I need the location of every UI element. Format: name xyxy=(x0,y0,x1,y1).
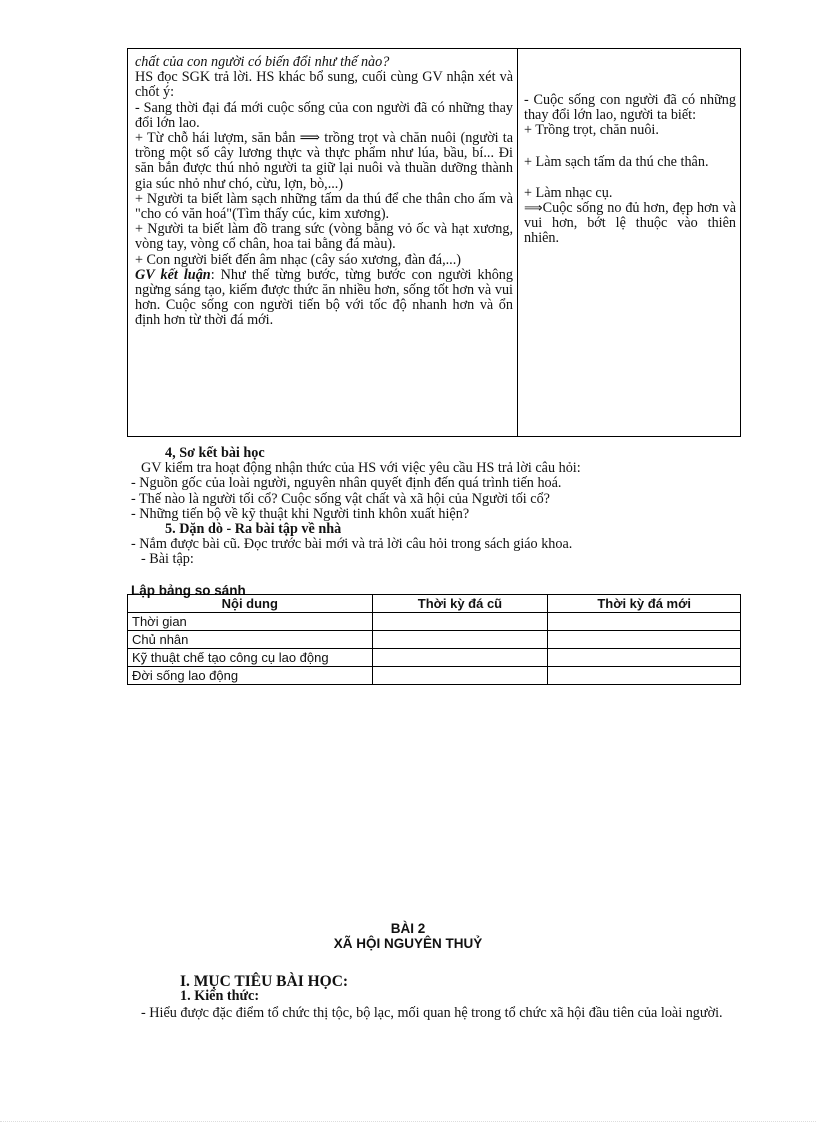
lesson-title: XÃ HỘI NGUYÊN THUỶ xyxy=(333,936,483,951)
objectives-section xyxy=(180,974,742,1004)
column-divider xyxy=(517,49,518,436)
row-label: Kỹ thuật chế tạo công cụ lao động xyxy=(128,649,373,667)
page-bottom-rule xyxy=(0,1121,816,1122)
question-continuation: chất của con người có biến đổi như thế nào? xyxy=(135,54,390,70)
header-paleolithic: Thời kỳ đá cũ xyxy=(372,595,548,613)
compare-table-title: Lập bảng so sánh xyxy=(131,583,246,598)
teacher-conclusion xyxy=(135,268,513,329)
header-neolithic: Thời kỳ đá mới xyxy=(548,595,741,613)
knowledge-text: - Hiểu được đặc điểm tổ chức thị tộc, bộ lạc, mối quan hệ trong tổ chức xã hội đầu tiên của loài người. xyxy=(141,1005,723,1021)
knowledge-column xyxy=(524,93,736,247)
arrow-icon: ⟹ xyxy=(524,201,543,217)
conclusion-text: : Như thế từng bước, từng bước con người không ngừng sáng tạo, kiếm được thức ăn nhiều hơn, sống tốt hơn và vui hơn. Cuộc sống con người tiến bộ với tốc độ nhanh hơn và ổn định hơn từ thời đá mới. xyxy=(135,266,513,329)
table-row xyxy=(128,613,741,631)
neolithic-change-text: - Sang thời đại đá mới cuộc sống của con người đã có những thay đổi lớn lao. xyxy=(135,99,513,131)
point-farming: + Trồng trọt, chăn nuôi. xyxy=(524,122,659,139)
homework-item-1: - Nắm được bài cũ. Đọc trước bài mới và trả lời câu hỏi trong sách giáo khoa. xyxy=(131,536,573,553)
section-heading-homework: 5. Dặn dò - Ra bài tập về nhà xyxy=(165,521,342,538)
life-result xyxy=(524,201,736,247)
table-row xyxy=(128,631,741,649)
summary-question-3: - Những tiến bộ về kỹ thuật khi Người tinh khôn xuất hiện? xyxy=(131,505,470,522)
header-content: Nội dung xyxy=(128,595,373,613)
conclusion-label: GV kết luận xyxy=(135,266,211,283)
row-label: Thời gian xyxy=(128,613,373,631)
table-row xyxy=(128,649,741,667)
comparison-table xyxy=(127,594,741,685)
jewelry-text: + Người ta biết làm đồ trang sức (vòng bằng vỏ ốc và hạt xương, vòng tay, vòng cổ chân, hoa tai bằng đá màu). xyxy=(135,221,513,253)
life-change-intro: - Cuộc sống con người đã có những thay đổi lớn lao, người ta biết: xyxy=(524,92,736,124)
student-activity-text: HS đọc SGK trả lời. HS khác bổ sung, cuối cùng GV nhận xét và chốt ý: xyxy=(135,69,513,101)
table-row xyxy=(128,667,741,685)
summary-question-2: - Thế nào là người tối cổ? Cuộc sống vật chất và xã hội của Người tối cổ? xyxy=(131,490,550,507)
summary-question-1: - Nguồn gốc của loài người, nguyên nhân quyết định đến quá trình tiến hoá. xyxy=(131,475,562,492)
row-label: Đời sống lao động xyxy=(128,667,373,685)
section-heading-summary: 4, Sơ kết bài học xyxy=(165,445,265,461)
lesson-2-header xyxy=(0,921,816,951)
life-result-text: Cuộc sống no đủ hơn, đẹp hơn và vui hơn, bớt lệ thuộc vào thiên nhiên. xyxy=(524,200,736,247)
teacher-activity-column xyxy=(135,55,513,329)
row-label: Chủ nhân xyxy=(128,631,373,649)
summary-intro: GV kiểm tra hoạt động nhận thức của HS với việc yêu cầu HS trả lời câu hỏi: xyxy=(141,460,581,477)
clothing-text: + Người ta biết làm sạch những tấm da thú để che thân cho ấm và "cho có văn hoá"(Tìm thấy cúc, kim xương). xyxy=(135,190,513,223)
lesson-content-table xyxy=(127,48,741,437)
table-header-row xyxy=(128,595,741,613)
objectives-heading: I. MỤC TIÊU BÀI HỌC: xyxy=(180,973,349,990)
lesson-number: BÀI 2 xyxy=(390,921,426,936)
knowledge-heading: 1. Kiến thức: xyxy=(180,988,260,1005)
point-music: + Làm nhạc cụ. xyxy=(524,184,613,201)
homework-item-2: - Bài tập: xyxy=(141,551,194,568)
point-clothing: + Làm sạch tấm da thú che thân. xyxy=(524,153,709,170)
music-text: + Con người biết đến âm nhạc (cây sáo xương, đàn đá,...) xyxy=(135,251,461,268)
lesson-summary-section xyxy=(131,446,751,568)
farming-text: + Từ chỗ hái lượm, săn bắn ⟹ trồng trọt và chăn nuôi (người ta trồng một số cây lương thực và thực phẩm như lúa, bầu, bí... Đi săn bắn được thú nhỏ người ta giữ lại nuôi và thuần dưỡng thành gia súc nhỏ như chó, cừu, lợn, bò,...) xyxy=(135,130,513,192)
